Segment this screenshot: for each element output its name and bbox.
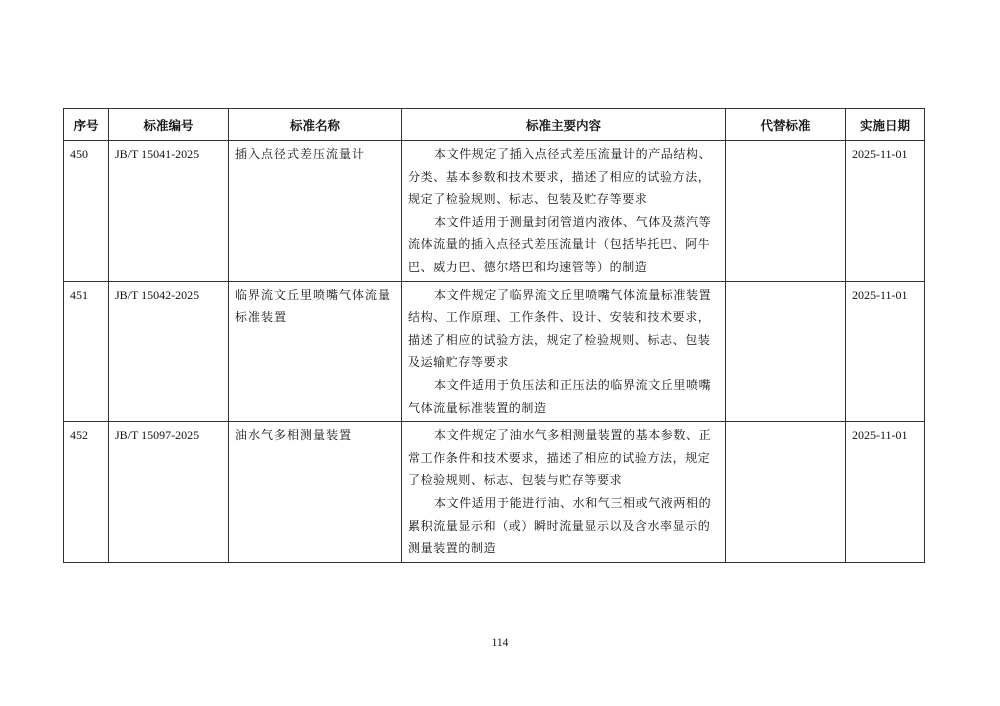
row-replaces	[726, 281, 846, 422]
content-paragraph: 本文件规定了临界流文丘里喷嘴气体流量标准装置结构、工作原理、工作条件、设计、安装和技术要求，描述了相应的试验方法，规定了检验规则、标志、包装及运输贮存等要求	[408, 287, 712, 370]
content-paragraph: 本文件适用于能进行油、水和气三相或气液两相的累积流量显示和（或）瞬时流量显示以及含水率显示的测量装置的制造	[408, 495, 712, 556]
row-content	[402, 281, 726, 422]
row-content	[402, 422, 726, 563]
table-row	[64, 422, 925, 563]
table-row	[64, 281, 925, 422]
row-code: JB/T 15041-2025	[109, 141, 229, 282]
content-paragraph: 本文件规定了插入点径式差压流量计的产品结构、分类、基本参数和技术要求，描述了相应的试验方法，规定了检验规则、标志、包装及贮存等要求	[408, 147, 712, 207]
row-code: JB/T 15042-2025	[109, 281, 229, 422]
header-seq: 序号	[64, 109, 109, 141]
content-paragraph: 本文件规定了油水气多相测量装置的基本参数、正常工作条件和技术要求，描述了相应的试验方法，规定了检验规则、标志、包装与贮存等要求	[408, 428, 712, 488]
table-row	[64, 141, 925, 282]
header-date: 实施日期	[846, 109, 925, 141]
header-name: 标准名称	[229, 109, 402, 141]
header-content: 标准主要内容	[402, 109, 726, 141]
row-name: 油水气多相测量装置	[229, 422, 402, 563]
row-date: 2025-11-01	[846, 141, 925, 282]
row-seq: 450	[64, 141, 109, 282]
row-name: 插入点径式差压流量计	[229, 141, 402, 282]
content-paragraph: 本文件适用于负压法和正压法的临界流文丘里喷嘴气体流量标准装置的制造	[408, 377, 712, 415]
header-code: 标准编号	[109, 109, 229, 141]
row-date: 2025-11-01	[846, 422, 925, 563]
row-date: 2025-11-01	[846, 281, 925, 422]
row-replaces	[726, 141, 846, 282]
row-seq: 451	[64, 281, 109, 422]
row-content	[402, 141, 726, 282]
content-paragraph: 本文件适用于测量封闭管道内液体、气体及蒸汽等流体流量的插入点径式差压流量计（包括毕托巴、阿牛巴、威力巴、德尔塔巴和均速管等）的制造	[408, 214, 712, 274]
row-name: 临界流文丘里喷嘴气体流量标准装置	[229, 281, 402, 422]
row-replaces	[726, 422, 846, 563]
table-header-row	[64, 109, 925, 141]
standards-table	[63, 108, 925, 563]
page-number: 114	[491, 637, 509, 649]
row-seq: 452	[64, 422, 109, 563]
header-replaces: 代替标准	[726, 109, 846, 141]
row-code: JB/T 15097-2025	[109, 422, 229, 563]
